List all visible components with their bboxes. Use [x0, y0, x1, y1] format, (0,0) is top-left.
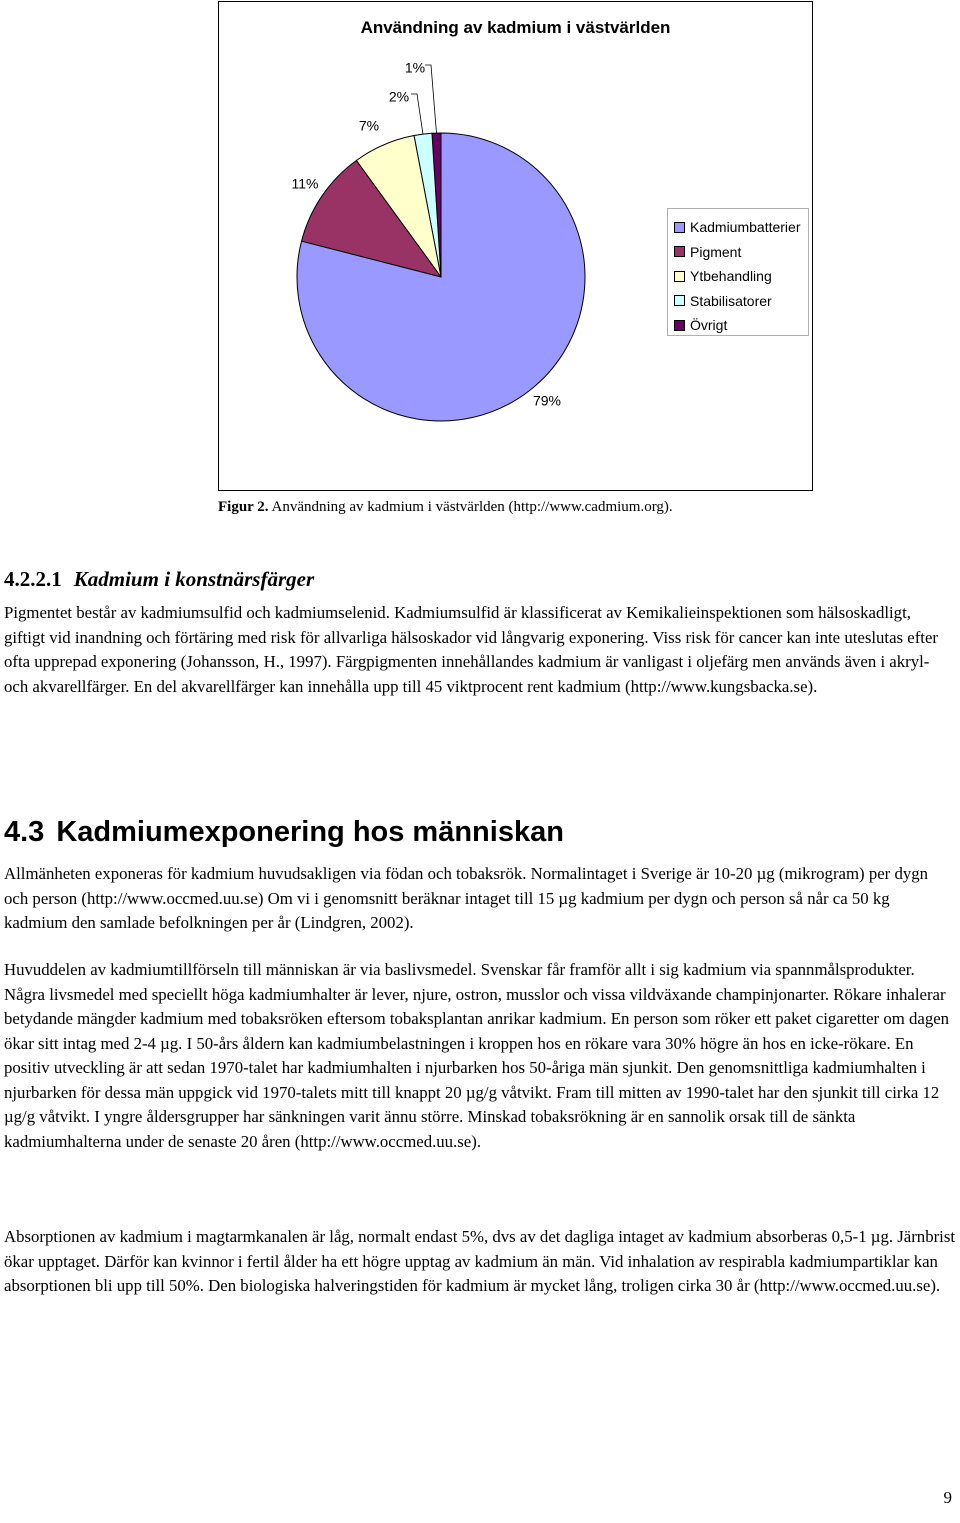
pie-leader-line — [411, 94, 423, 134]
section-title: Kadmium i konstnärsfärger — [73, 567, 315, 591]
figure-caption-text: Användning av kadmium i västvärlden (http://www.cadmium.org). — [268, 499, 673, 515]
chart-title: Användning av kadmium i västvärlden — [360, 18, 671, 37]
legend-label: Kadmiumbatterier — [690, 219, 801, 236]
pie-data-label: 7% — [358, 117, 380, 134]
legend-swatch — [674, 295, 685, 306]
pie-data-label: 11% — [291, 175, 319, 192]
pie-data-label: 2% — [388, 88, 410, 105]
legend-label: Ytbehandling — [690, 268, 772, 285]
paragraph-exponering-1: Allmänheten exponeras för kadmium huvudsakligen via födan och tobaksrök. Normalintaget i Sverige är 10-20 µg (mikrogram) per dygn och person (http://www.occmed.uu.se) Om vi i genomsnitt beräknar intaget till 15 µg kadmium per dygn och person så når ca 50 kg kadmium den samlade befolkningen per år (Lindgren, 2002). — [4, 864, 929, 932]
chart-legend — [667, 208, 809, 336]
section-heading-4-3 — [4, 816, 564, 849]
legend-swatch — [674, 320, 685, 331]
legend-label: Pigment — [690, 243, 742, 260]
legend-item-pigment — [668, 240, 808, 265]
legend-label: Stabilisatorer — [690, 292, 772, 309]
paragraph-konstnarsfarger: Pigmentet består av kadmiumsulfid och kadmiumselenid. Kadmiumsulfid är klassificerat av Kemikalieinspektionen som hälsoskadligt, giftigt vid inandning och förtäring med risk för allvarliga hälsoskador vid långvarig exponering. Viss risk för cancer kan inte uteslutas efter ofta upprepad exponering (Johansson, H., 1997). Färgpigmenten innehållandes kadmium är vanligast i oljefärg men används även i akryl- och akvarellfärger. En del akvarellfärger kan innehålla upp till 45 viktprocent rent kadmium (http://www.kungsbacka.se). — [4, 603, 938, 696]
paragraph-exponering-3: Absorptionen av kadmium i magtarmkanalen är låg, normalt endast 5%, dvs av det dagliga intaget av kadmium absorberas 0,5-1 µg. Järnbrist ökar upptaget. Därför kan kvinnor i fertil ålder ha ett högre upptag av kadmium än män. Vid inhalation av respirabla kadmiumpartiklar kan absorptionen bli upp till 50%. Den biologiska halveringstiden för kadmium är mycket lång, troligen cirka 30 år (http://www.occmed.uu.se). — [4, 1227, 956, 1295]
legend-item-ytbehandling — [668, 264, 808, 289]
pie-data-label: 79% — [532, 392, 562, 409]
section-heading-4-2-2-1 — [4, 567, 314, 592]
page-number: 9 — [943, 1488, 952, 1507]
legend-swatch — [674, 222, 685, 233]
legend-label: Övrigt — [690, 317, 728, 334]
pie-chart — [218, 1, 813, 491]
legend-swatch — [674, 271, 685, 282]
legend-swatch — [674, 246, 685, 257]
legend-item-kadmiumbatterier — [668, 215, 808, 240]
legend-item-ovrigt — [668, 313, 808, 338]
legend-item-stabilisatorer — [668, 289, 808, 314]
pie-data-label: 1% — [404, 59, 426, 76]
section-title: Kadmiumexponering hos människan — [56, 816, 564, 848]
paragraph-exponering-2: Huvuddelen av kadmiumtillförseln till människan är via baslivsmedel. Svenskar får framför allt i sig kadmium via spannmålsprodukter. Några livsmedel med speciellt höga kadmiumhalter är lever, njure, ostron, musslor och vissa vildväxande champinjonarter. Rökare inhalerar betydande mängder kadmium med tobaksröken eftersom tobaksplantan anrikar kadmium. En person som röker ett paket cigaretter om dagen ökar sitt intag med 2-4 µg. I 50-års åldern kan kadmiumbelastningen i kroppen hos en rökare vara 30% högre än hos en icke-rökare. En positiv utveckling är att sedan 1970-talet har kadmiumhalten i njurbarken hos 50-åriga män sjunkit. Den genomsnittliga kadmiumhalten i njurbarken för dessa män uppgick vid 1970-talets mitt till knappt 20 µg/g våtvikt. Fram till mitten av 1990-talet har den sjunkit till cirka 12 µg/g våtvikt. I yngre åldersgrupper har sänkningen varit ännu större. Minskad tobaksrökning är en sannolik orsak till de sänkta kadmiumhalterna under de senaste 20 åren (http://www.occmed.uu.se). — [4, 960, 950, 1151]
pie-leader-line — [425, 65, 436, 133]
section-number: 4.3 — [4, 816, 45, 848]
figure-caption — [218, 499, 673, 516]
section-number: 4.2.2.1 — [4, 567, 62, 591]
figure-caption-label: Figur 2. — [218, 499, 269, 515]
